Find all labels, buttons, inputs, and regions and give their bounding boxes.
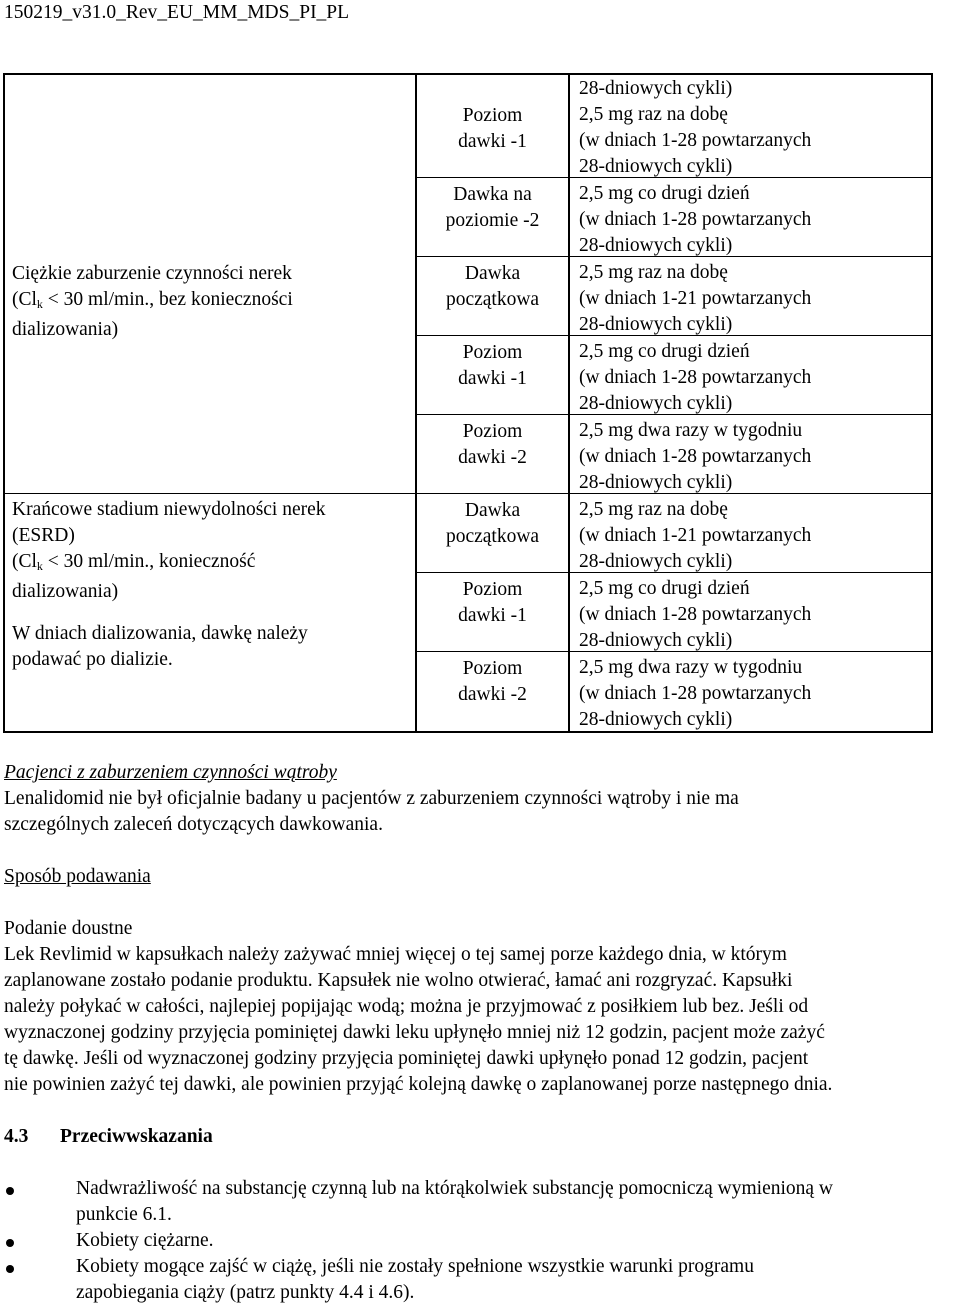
- dose-cell: 2,5 mg co drugi dzień (w dniach 1-28 powtarzanych 28-dniowych cykli): [579, 183, 812, 256]
- dose-level-cell: Poziom dawki -2: [458, 658, 527, 705]
- condition-divider: [5, 493, 417, 494]
- dose-cell: 2,5 mg co drugi dzień (w dniach 1-28 powtarzanych 28-dniowych cykli): [579, 341, 812, 414]
- condition-esrd-line3: ($Cl_k < 30$ ml/min., konieczność: [12, 551, 256, 573]
- dose-cell: 2,5 mg raz na dobę (w dniach 1-21 powtarzanych 28-dniowych cykli): [579, 262, 812, 335]
- administration-heading: Sposób podawania: [4, 866, 151, 887]
- row-divider: [417, 651, 931, 652]
- row-divider: [417, 493, 931, 494]
- row-divider: [417, 572, 931, 573]
- document-id: 150219_v31.0_Rev_EU_MM_MDS_PI_PL: [4, 2, 350, 23]
- row-divider: [417, 256, 931, 257]
- bullet-icon: [6, 1187, 14, 1195]
- section-title: Przeciwwskazania: [60, 1126, 213, 1147]
- dose-cell: 2,5 mg dwa razy w tygodniu (w dniach 1-28 powtarzanych 28-dniowych cykli): [579, 420, 812, 493]
- renal-dosing-table: [3, 73, 933, 733]
- dose-cell: 2,5 mg raz na dobę (w dniach 1-21 powtarzanych 28-dniowych cykli): [579, 499, 812, 572]
- dose-level-column: [417, 75, 570, 731]
- condition-esrd-line2: (ESRD): [12, 525, 75, 546]
- list-item: Kobiety mogące zajść w ciążę, jeśli nie zostały spełnione wszystkie warunki programu zapobiegania ciąży (patrz punkty 4.4 i 4.6).: [0, 1254, 956, 1306]
- dose-level-cell: Poziom dawki -1: [458, 342, 527, 389]
- section-number: 4.3: [4, 1126, 29, 1147]
- row-divider: [417, 177, 931, 178]
- condition-column: [5, 75, 417, 731]
- dose-cell: 28-dniowych cykli): [579, 78, 733, 99]
- bullet-icon: [6, 1265, 14, 1273]
- administration-text-line: należy połykać w całości, najlepiej popijając wodą; można je przyjmować z posiłkiem lub bez. Jeśli od: [4, 996, 809, 1017]
- dose-level-cell: Dawka początkowa: [445, 263, 540, 310]
- dose-level-cell: Dawka na poziomie -2: [445, 184, 540, 231]
- administration-text-line: wyznaczonej godziny przyjęcia pominiętej dawki leku upłynęło mniej niż 12 godzin, pacjent może zażyć: [4, 1022, 825, 1043]
- dose-level-cell: Poziom dawki -1: [458, 579, 527, 626]
- administration-text-line: nie powinien zażyć tej dawki, ale powinien przyjąć kolejną dawkę o zaplanowanej porze następnego dnia.: [4, 1074, 833, 1095]
- administration-text-line: Lek Revlimid w kapsułkach należy zażywać mniej więcej o tej samej porze każdego dnia, w którym: [4, 944, 787, 965]
- row-divider: [417, 414, 931, 415]
- dose-level-cell: Poziom dawki -2: [458, 421, 527, 468]
- condition-esrd-line1: Krańcowe stadium niewydolności nerek: [12, 499, 326, 520]
- condition-severe-line2: ($Cl_k < 30$ ml/min., bez konieczności: [12, 289, 293, 311]
- administration-text-line: zaplanowane zostało podanie produktu. Kapsułek nie wolno otwierać, łamać ani rozgryzać. Kapsułki: [4, 970, 793, 991]
- bullet-icon: [6, 1239, 14, 1247]
- dose-cell: 2,5 mg co drugi dzień (w dniach 1-28 powtarzanych 28-dniowych cykli): [579, 578, 812, 651]
- administration-section: [4, 864, 956, 1098]
- condition-severe-renal: [12, 261, 293, 343]
- contraindications-list: [0, 1176, 960, 1306]
- condition-severe-line3: dializowania): [12, 319, 119, 340]
- dose-cell: 2,5 mg raz na dobę (w dniach 1-28 powtarzanych 28-dniowych cykli): [579, 104, 812, 177]
- oral-administration-subheading: Podanie doustne: [4, 918, 133, 939]
- dose-cell: 2,5 mg dwa razy w tygodniu (w dniach 1-28 powtarzanych 28-dniowych cykli): [579, 657, 812, 730]
- dose-column: [570, 75, 931, 731]
- contraindications-heading: [4, 1124, 956, 1150]
- hepatic-text-line1: Lenalidomid nie był oficjalnie badany u pacjentów z zaburzeniem czynności wątroby i nie ma: [4, 788, 739, 809]
- condition-esrd: [12, 497, 326, 673]
- dose-level-cell: Dawka początkowa: [445, 500, 540, 547]
- row-divider: [417, 335, 931, 336]
- hepatic-text-line2: szczególnych zaleceń dotyczących dawkowania.: [4, 814, 383, 835]
- dialysis-note-line1: W dniach dializowania, dawkę należy: [12, 623, 308, 644]
- hepatic-heading: Pacjenci z zaburzeniem czynności wątroby: [4, 762, 337, 783]
- list-item: Kobiety ciężarne.: [0, 1228, 956, 1254]
- hepatic-section: [4, 760, 956, 838]
- administration-text-line: tę dawkę. Jeśli od wyznaczonej godziny przyjęcia pominiętej dawki upłynęło ponad 12 godzin, pacjent: [4, 1048, 809, 1069]
- dialysis-note-line2: podawać po dializie.: [12, 649, 173, 670]
- list-item: Nadwrażliwość na substancję czynną lub na którąkolwiek substancję pomocniczą wymienioną w punkcie 6.1.: [0, 1176, 956, 1228]
- condition-severe-line1: Ciężkie zaburzenie czynności nerek: [12, 263, 292, 284]
- dose-level-cell: Poziom dawki -1: [458, 105, 527, 152]
- condition-esrd-line4: dializowania): [12, 581, 119, 602]
